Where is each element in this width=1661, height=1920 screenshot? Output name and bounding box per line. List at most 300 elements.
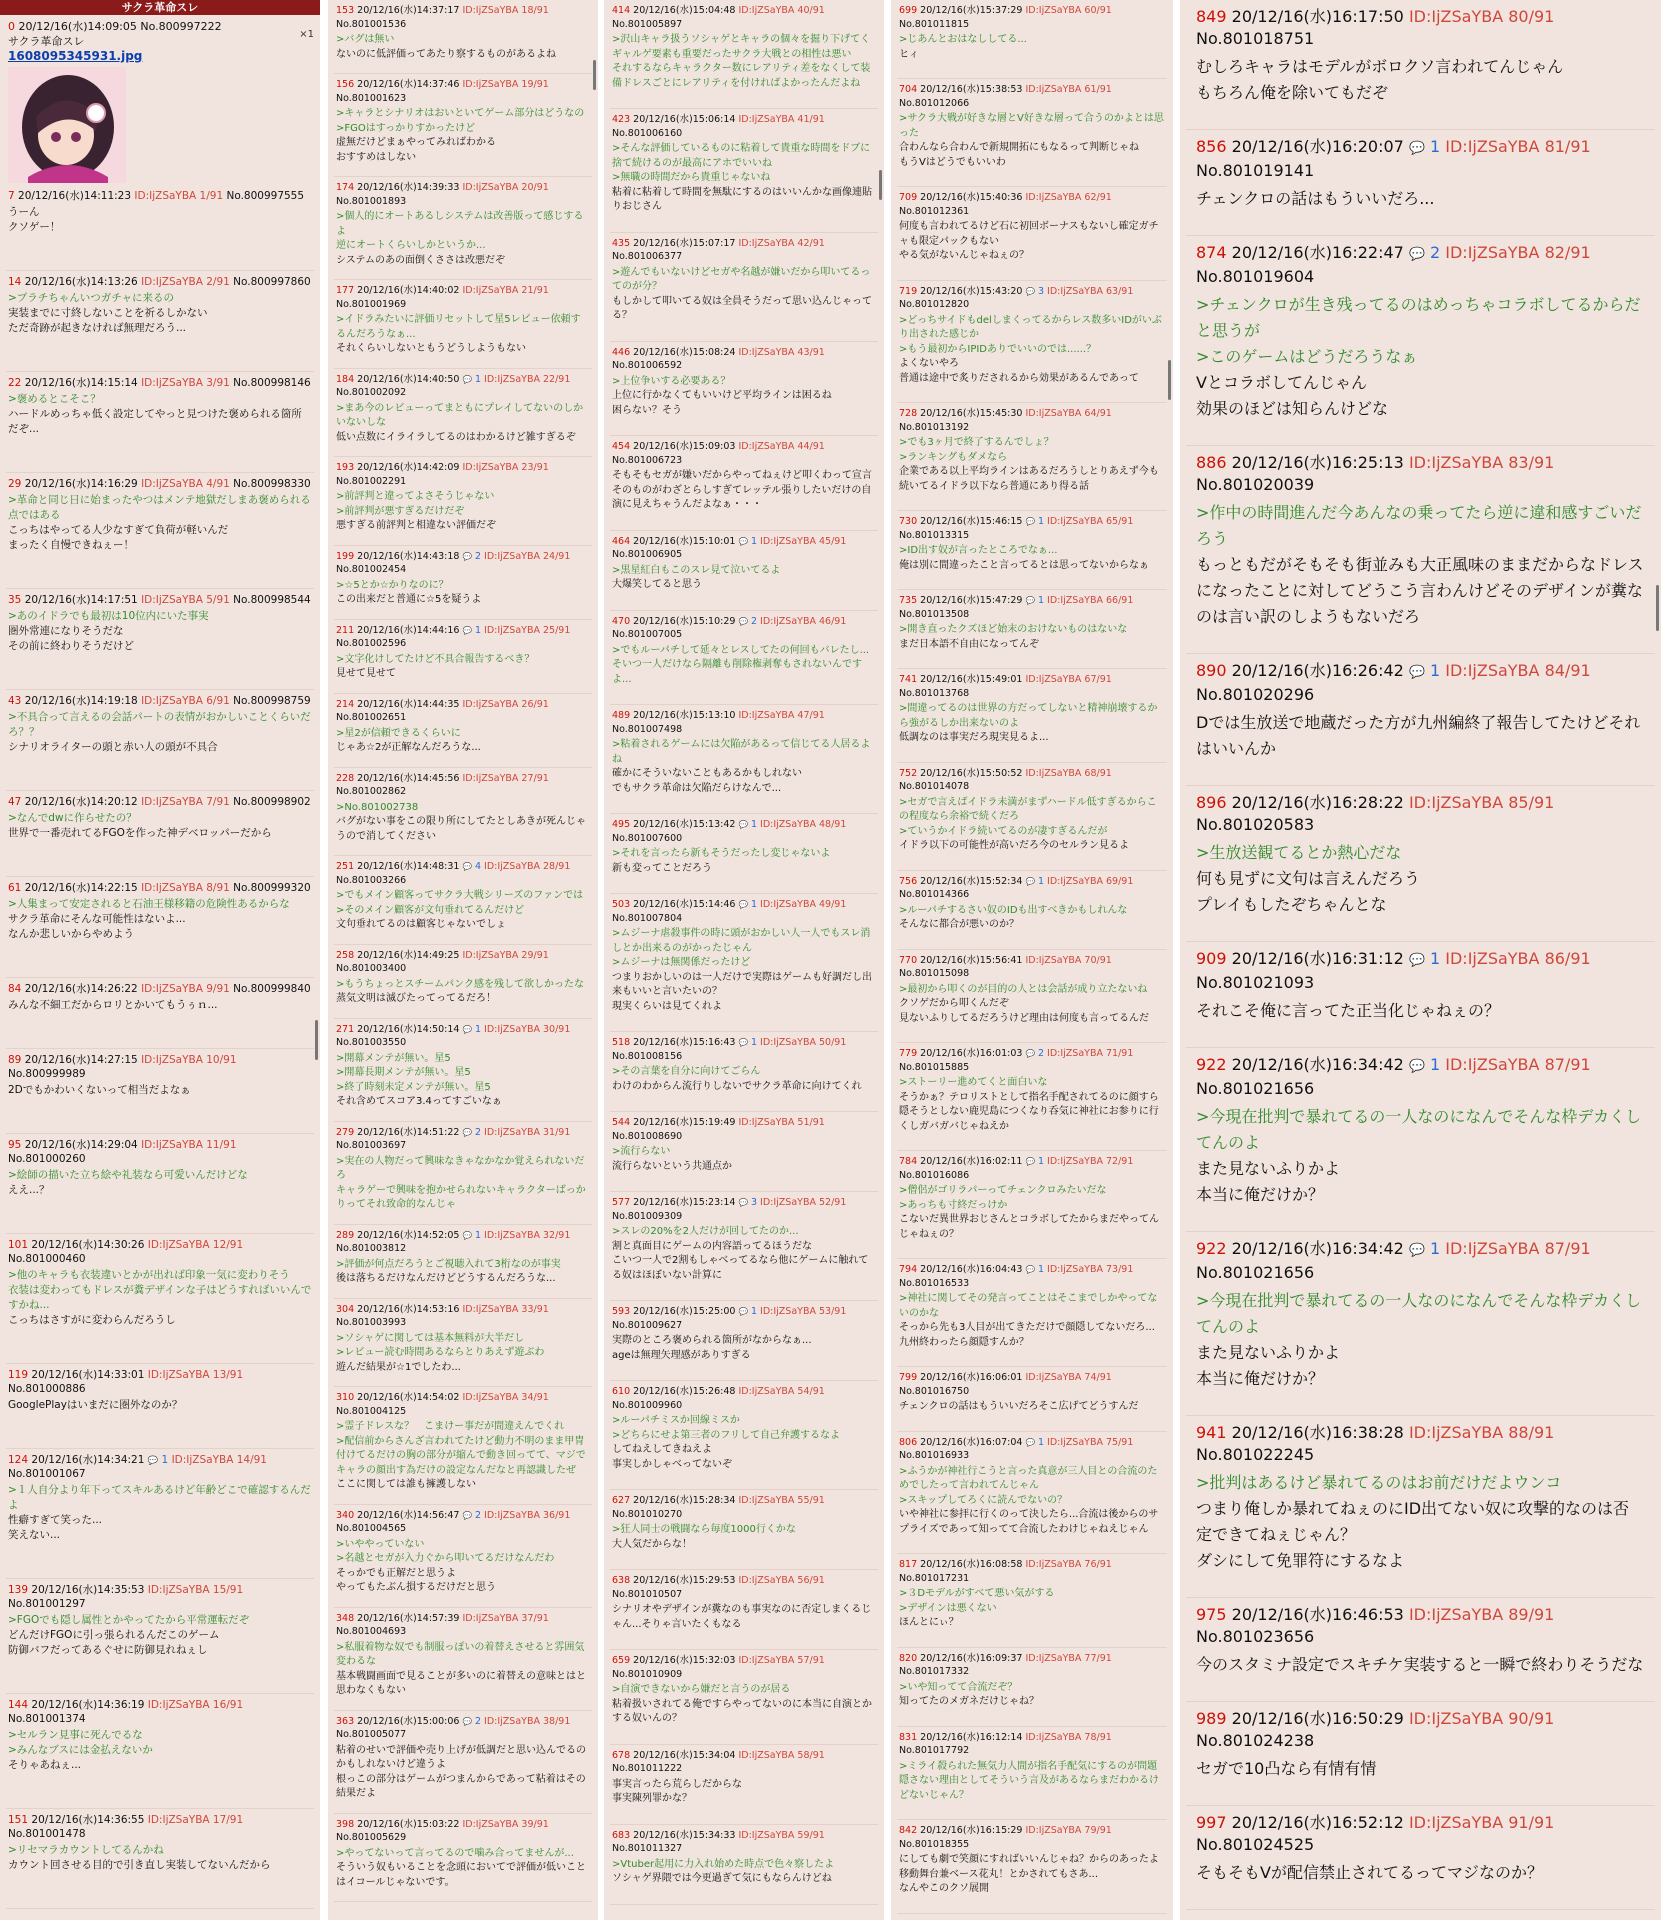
post-no[interactable]: No.800998902 [233,796,311,808]
post-no[interactable]: No.800999840 [233,983,311,995]
post-no[interactable]: No.801020039 [1196,475,1315,494]
post-number[interactable]: 709 [899,192,918,203]
post-number[interactable]: 874 [1196,243,1227,262]
reply-count[interactable] [738,536,757,547]
reply-count[interactable] [148,1454,168,1466]
post-no[interactable]: No.801003400 [336,963,407,974]
reply-count[interactable] [1409,137,1440,156]
column-2[interactable] [328,0,598,1920]
post-no[interactable]: No.801002862 [336,786,407,797]
poster-id[interactable]: ID:IjZSaYBA 43/91 [738,346,825,358]
poster-id[interactable]: ID:IjZSaYBA 62/91 [1025,192,1112,203]
post-no[interactable]: No.801010507 [612,1588,683,1600]
post-no[interactable]: No.801007498 [612,723,683,735]
post-no[interactable]: No.801008690 [612,1130,683,1142]
post-number[interactable]: 659 [612,1655,631,1666]
column-4[interactable] [891,0,1173,1920]
post-no[interactable]: No.801021093 [1196,973,1315,992]
post-no[interactable]: No.801017231 [899,1572,970,1584]
image-filename-link[interactable]: 1608095345931.jpg [8,49,143,63]
post-number[interactable]: 820 [899,1652,918,1664]
post-no[interactable]: No.801002291 [336,475,407,487]
post-number[interactable]: 43 [8,695,22,707]
poster-id[interactable]: ID:IjZSaYBA 29/91 [462,949,549,961]
post-number[interactable]: 211 [336,624,355,636]
post-no[interactable]: No.801011327 [612,1843,683,1854]
reply-count[interactable] [1025,1264,1044,1275]
poster-id[interactable]: ID:IjZSaYBA 46/91 [760,615,847,627]
poster-id[interactable]: ID:IjZSaYBA 38/91 [484,1715,571,1727]
post-number[interactable]: 454 [612,441,631,452]
post-no[interactable]: No.801006905 [612,549,683,560]
reply-count[interactable] [1025,1437,1044,1448]
poster-id[interactable]: ID:IjZSaYBA 36/91 [484,1509,571,1521]
post-number[interactable]: 610 [612,1386,631,1397]
post-number[interactable]: 886 [1196,453,1227,472]
post-number[interactable]: 228 [336,772,355,784]
poster-id[interactable]: ID:IjZSaYBA 59/91 [738,1829,825,1841]
post-number[interactable]: 156 [336,79,355,90]
post-no[interactable]: No.801016933 [899,1450,970,1461]
poster-id[interactable]: ID:IjZSaYBA 41/91 [738,114,825,125]
post-no[interactable]: No.801018355 [899,1838,970,1850]
post-number[interactable]: 84 [8,983,22,995]
scrollbar[interactable] [1656,585,1659,631]
post-number[interactable]: 193 [336,462,355,473]
reply-count[interactable] [1409,661,1440,680]
poster-id[interactable]: ID:IjZSaYBA 47/91 [738,710,825,721]
post-number[interactable]: 678 [612,1749,631,1761]
post-no[interactable]: No.801009960 [612,1399,683,1411]
poster-id[interactable]: ID:IjZSaYBA 26/91 [462,698,549,710]
post-number[interactable]: 153 [336,5,355,16]
post-number[interactable]: 144 [8,1699,29,1711]
post-number[interactable]: 544 [612,1117,631,1128]
poster-id[interactable]: ID:IjZSaYBA 27/91 [462,772,549,784]
post-number[interactable]: 101 [8,1239,29,1251]
post-no[interactable]: No.801012361 [899,205,970,217]
post-no[interactable]: No.801005077 [336,1729,407,1740]
post-number[interactable]: 756 [899,875,918,887]
poster-id[interactable]: ID:IjZSaYBA 23/91 [462,462,549,473]
post-no[interactable]: No.801011815 [899,18,970,30]
post-no[interactable]: No.801024238 [1196,1731,1315,1750]
poster-id[interactable]: ID:IjZSaYBA 53/91 [760,1306,847,1317]
post-number[interactable]: 363 [336,1715,355,1727]
thumbnail-image[interactable] [8,67,126,183]
post-no[interactable]: No.801001478 [8,1828,86,1840]
poster-id[interactable]: ID:IjZSaYBA 64/91 [1025,408,1112,419]
post-no[interactable]: No.801016533 [899,1277,970,1289]
poster-id[interactable]: ID:IjZSaYBA 32/91 [484,1229,571,1241]
post-number[interactable]: 922 [1196,1055,1227,1074]
post-no[interactable]: No.801000886 [8,1383,86,1395]
post-number[interactable]: 184 [336,373,355,385]
poster-id[interactable]: ID:IjZSaYBA 3/91 [141,377,230,389]
post-number[interactable]: 279 [336,1126,355,1138]
post-number[interactable]: 922 [1196,1239,1227,1258]
reply-count[interactable] [1025,1048,1044,1059]
post-no[interactable]: No.800998330 [233,478,311,490]
post-no[interactable]: No.801000260 [8,1153,86,1165]
poster-id[interactable]: ID:IjZSaYBA 1/91 [134,190,224,202]
poster-id[interactable]: ID:IjZSaYBA 30/91 [484,1023,571,1035]
post-number[interactable]: 741 [899,674,918,685]
post-no[interactable]: No.801006723 [612,454,683,466]
post-number[interactable]: 177 [336,285,355,296]
reply-count[interactable] [462,1024,481,1035]
post-number[interactable]: 271 [336,1023,355,1035]
post-no[interactable]: No.800998544 [233,594,311,606]
post-no[interactable]: No.801004125 [336,1405,407,1417]
post-no[interactable]: No.801017792 [899,1745,970,1756]
post-no[interactable]: No.801016086 [899,1169,970,1181]
post-no[interactable]: No.801001297 [8,1598,86,1610]
post-number[interactable]: 849 [1196,7,1227,26]
post-number[interactable]: 251 [336,861,355,872]
poster-id[interactable]: ID:IjZSaYBA 37/91 [462,1612,549,1624]
reply-count[interactable] [738,819,757,830]
post-number[interactable]: 470 [612,615,631,627]
poster-id[interactable]: ID:IjZSaYBA 15/91 [147,1584,244,1596]
poster-id[interactable]: ID:IjZSaYBA 86/91 [1445,949,1591,968]
reply-count[interactable] [462,1127,481,1138]
post-number[interactable]: 799 [899,1372,918,1383]
post-no[interactable]: No.801001374 [8,1713,86,1725]
post-number[interactable]: 14 [8,276,22,288]
post-number[interactable]: 304 [336,1303,355,1315]
poster-id[interactable]: ID:IjZSaYBA 84/91 [1445,661,1591,680]
poster-id[interactable]: ID:IjZSaYBA 51/91 [738,1117,825,1128]
reply-count[interactable] [462,374,481,385]
poster-id[interactable]: ID:IjZSaYBA 10/91 [141,1054,237,1066]
poster-id[interactable]: ID:IjZSaYBA 12/91 [147,1239,244,1251]
post-no[interactable]: No.801023656 [1196,1627,1315,1646]
post-no[interactable]: No.801002651 [336,712,407,723]
poster-id[interactable]: ID:IjZSaYBA 70/91 [1025,954,1112,966]
poster-id[interactable]: ID:IjZSaYBA 65/91 [1047,516,1134,527]
poster-id[interactable]: ID:IjZSaYBA 20/91 [462,182,549,193]
post-number[interactable]: 941 [1196,1423,1227,1442]
post-number[interactable]: 119 [8,1369,29,1381]
poster-id[interactable]: ID:IjZSaYBA 87/91 [1445,1239,1591,1258]
poster-id[interactable]: ID:IjZSaYBA 90/91 [1408,1709,1555,1728]
post-number[interactable]: 35 [8,594,22,606]
column-1[interactable] [0,0,320,1920]
post-no[interactable]: No.801003812 [336,1243,407,1254]
post-number[interactable]: 124 [8,1454,29,1466]
post-number[interactable]: 61 [8,882,22,894]
post-number[interactable]: 975 [1196,1605,1227,1624]
scrollbar[interactable] [879,170,882,200]
post-number[interactable]: 577 [612,1197,631,1208]
post-no[interactable]: No.801021656 [1196,1263,1315,1282]
reply-count[interactable] [738,616,757,627]
post-no[interactable]: No.801003266 [336,874,407,886]
reply-count[interactable] [1025,595,1044,606]
post-number[interactable]: 683 [612,1829,631,1841]
post-number[interactable]: 794 [899,1264,918,1275]
post-number[interactable]: 752 [899,767,918,779]
post-number[interactable]: 719 [899,285,918,297]
poster-id[interactable]: ID:IjZSaYBA 74/91 [1025,1372,1112,1383]
post-number[interactable]: 806 [899,1436,918,1448]
reply-count[interactable] [462,861,481,872]
post-no[interactable]: No.801019604 [1196,267,1315,286]
post-number[interactable]: 258 [336,949,355,961]
post-no[interactable]: No.801010909 [612,1668,683,1680]
scrollbar[interactable] [1168,360,1171,400]
post-number[interactable]: 7 [8,190,15,202]
poster-id[interactable]: ID:IjZSaYBA 61/91 [1025,84,1112,95]
reply-count[interactable] [462,1716,481,1727]
poster-id[interactable]: ID:IjZSaYBA 66/91 [1047,595,1134,606]
post-number[interactable]: 348 [336,1612,355,1624]
post-no[interactable]: No.801022245 [1196,1445,1315,1464]
post-number[interactable]: 735 [899,595,918,606]
post-number[interactable]: 435 [612,237,631,249]
poster-id[interactable]: ID:IjZSaYBA 28/91 [484,861,571,872]
post-number[interactable]: 29 [8,478,22,490]
poster-id[interactable]: ID:IjZSaYBA 63/91 [1047,285,1134,297]
post-number[interactable]: 784 [899,1156,918,1167]
post-number[interactable]: 22 [8,377,22,389]
post-no[interactable]: No.801001893 [336,195,407,207]
poster-id[interactable]: ID:IjZSaYBA 58/91 [738,1749,825,1761]
poster-id[interactable]: ID:IjZSaYBA 25/91 [484,624,571,636]
post-no[interactable]: No.801006377 [612,251,683,262]
poster-id[interactable]: ID:IjZSaYBA 22/91 [484,373,571,385]
reply-count[interactable] [1409,949,1440,968]
post-number[interactable]: 909 [1196,949,1227,968]
post-no[interactable]: No.801012820 [899,299,970,310]
post-number[interactable]: 174 [336,182,355,193]
post-no[interactable]: No.801021656 [1196,1079,1315,1098]
poster-id[interactable]: ID:IjZSaYBA 87/91 [1445,1055,1591,1074]
reply-count[interactable] [1025,1156,1044,1167]
poster-id[interactable]: ID:IjZSaYBA 17/91 [147,1814,244,1826]
column-3[interactable] [604,0,884,1920]
reply-count[interactable] [738,1306,757,1317]
post-no[interactable]: No.801006160 [612,127,683,139]
poster-id[interactable]: ID:IjZSaYBA 83/91 [1408,453,1555,472]
poster-id[interactable]: ID:IjZSaYBA 85/91 [1408,793,1555,812]
post-number[interactable]: 896 [1196,793,1227,812]
poster-id[interactable]: ID:IjZSaYBA 44/91 [738,441,825,452]
post-no[interactable]: No.801005897 [612,18,683,30]
post-no[interactable]: No.801009309 [612,1210,683,1222]
post-number[interactable]: 214 [336,698,355,710]
poster-id[interactable]: ID:IjZSaYBA 80/91 [1408,7,1555,26]
post-number[interactable]: 47 [8,796,22,808]
post-no[interactable]: No.801012066 [899,97,970,109]
post-no[interactable]: No.801002596 [336,638,407,649]
poster-id[interactable]: ID:IjZSaYBA 8/91 [141,882,230,894]
post-no[interactable]: No.801008156 [612,1050,683,1062]
post-no[interactable]: No.801005629 [336,1832,407,1843]
post-number[interactable]: 518 [612,1037,631,1048]
poster-id[interactable]: ID:IjZSaYBA 13/91 [147,1369,244,1381]
post-no[interactable]: No.801004565 [336,1523,407,1534]
post-no[interactable]: No.801018751 [1196,29,1315,48]
post-number[interactable]: 831 [899,1731,918,1743]
post-number[interactable]: 495 [612,819,631,830]
post-no[interactable]: No.801003993 [336,1317,407,1328]
poster-id[interactable]: ID:IjZSaYBA 72/91 [1047,1156,1134,1167]
post-number[interactable]: 770 [899,954,918,966]
poster-id[interactable]: ID:IjZSaYBA 31/91 [484,1126,571,1138]
post-number[interactable]: 593 [612,1306,631,1317]
post-no[interactable]: No.801001536 [336,18,407,30]
poster-id[interactable]: ID:IjZSaYBA 76/91 [1025,1559,1112,1570]
post-number[interactable]: 699 [899,5,918,16]
column-5[interactable] [1180,0,1661,1920]
poster-id[interactable]: ID:IjZSaYBA 55/91 [738,1495,825,1506]
post-number[interactable]: 817 [899,1559,918,1570]
poster-id[interactable]: ID:IjZSaYBA 73/91 [1047,1264,1134,1275]
post-number[interactable]: 398 [336,1818,355,1830]
post-no[interactable]: No.801014366 [899,889,970,900]
post-no[interactable]: No.801002454 [336,564,407,575]
post-no[interactable]: No.801010270 [612,1508,683,1520]
post-no[interactable]: No.801013315 [899,529,970,541]
post-no[interactable]: No.801003697 [336,1140,407,1151]
poster-id[interactable]: ID:IjZSaYBA 57/91 [738,1655,825,1666]
reply-count[interactable] [1025,876,1044,887]
reply-count[interactable] [462,551,481,562]
post-number[interactable]: 997 [1196,1813,1227,1832]
poster-id[interactable]: ID:IjZSaYBA 50/91 [760,1037,847,1048]
post-no[interactable]: No.801016750 [899,1385,970,1397]
reply-count[interactable] [738,899,757,910]
poster-id[interactable]: ID:IjZSaYBA 39/91 [462,1818,549,1830]
post-no[interactable]: No.801007005 [612,629,683,640]
poster-id[interactable]: ID:IjZSaYBA 71/91 [1047,1048,1134,1059]
post-no[interactable]: No.801011222 [612,1763,683,1774]
post-number[interactable]: 704 [899,84,918,95]
post-number[interactable]: 423 [612,114,631,125]
post-no[interactable]: No.801020583 [1196,815,1315,834]
post-no[interactable]: No.801001969 [336,298,407,310]
reply-count[interactable] [738,1037,757,1048]
poster-id[interactable]: ID:IjZSaYBA 7/91 [141,796,230,808]
poster-id[interactable]: ID:IjZSaYBA 6/91 [141,695,230,707]
poster-id[interactable]: ID:IjZSaYBA 24/91 [484,550,571,562]
post-no[interactable]: No.800999320 [233,882,311,894]
scrollbar[interactable] [315,1020,318,1060]
poster-id[interactable]: ID:IjZSaYBA 2/91 [141,276,230,288]
poster-id[interactable]: ID:IjZSaYBA 4/91 [141,478,230,490]
post-no[interactable]: No.801015098 [899,968,970,979]
post-no[interactable]: No.801019141 [1196,161,1315,180]
post-number[interactable]: 139 [8,1584,29,1596]
reply-count[interactable] [462,1230,481,1241]
poster-id[interactable]: ID:IjZSaYBA 79/91 [1025,1825,1112,1836]
poster-id[interactable]: ID:IjZSaYBA 40/91 [738,5,825,16]
post-no[interactable]: No.800997860 [233,276,311,288]
reply-count[interactable] [1025,516,1044,527]
reply-count[interactable] [1025,286,1044,297]
post-number[interactable]: 842 [899,1825,918,1836]
poster-id[interactable]: ID:IjZSaYBA 19/91 [462,79,549,90]
poster-id[interactable]: ID:IjZSaYBA 45/91 [760,535,847,547]
reply-count[interactable] [462,625,481,636]
scrollbar[interactable] [593,60,596,90]
post-number[interactable]: 310 [336,1392,355,1403]
poster-id[interactable]: ID:IjZSaYBA 16/91 [147,1699,244,1711]
reply-count[interactable] [738,1197,757,1208]
post-number[interactable]: 95 [8,1139,22,1151]
reply-count[interactable] [462,1510,481,1521]
poster-id[interactable]: ID:IjZSaYBA 49/91 [760,899,847,910]
post-no[interactable]: No.800999989 [8,1068,86,1080]
poster-id[interactable]: ID:IjZSaYBA 34/91 [462,1392,549,1403]
post-number[interactable]: 414 [612,5,631,16]
post-no[interactable]: No.801015885 [899,1061,970,1073]
poster-id[interactable]: ID:IjZSaYBA 78/91 [1025,1731,1112,1743]
post-number[interactable]: 638 [612,1575,631,1586]
post-number[interactable]: 989 [1196,1709,1227,1728]
post-no[interactable]: No.801007600 [612,832,683,844]
post-number[interactable]: 464 [612,535,631,547]
post-no[interactable]: No.801004693 [336,1626,407,1637]
post-number[interactable]: 289 [336,1229,355,1241]
post-no[interactable]: No.801024525 [1196,1835,1315,1854]
post-no[interactable]: No.801003550 [336,1037,407,1048]
post-number[interactable]: 779 [899,1048,918,1059]
post-no[interactable]: No.801002092 [336,387,407,398]
post-number[interactable]: 627 [612,1495,631,1506]
post-no[interactable]: No.801013192 [899,421,970,433]
post-number[interactable]: 856 [1196,137,1227,156]
post-no[interactable]: No.801017332 [899,1666,970,1677]
poster-id[interactable]: ID:IjZSaYBA 91/91 [1408,1813,1555,1832]
poster-id[interactable]: ID:IjZSaYBA 18/91 [462,5,549,16]
post-number[interactable]: 446 [612,346,631,358]
poster-id[interactable]: ID:IjZSaYBA 11/91 [141,1139,237,1151]
poster-id[interactable]: ID:IjZSaYBA 54/91 [738,1386,825,1397]
post-no[interactable]: No.801020296 [1196,685,1315,704]
reply-count[interactable] [1409,243,1440,262]
post-no[interactable]: No.800998146 [233,377,311,389]
post-number[interactable]: 89 [8,1054,22,1066]
post-no[interactable]: No.801013508 [899,608,970,620]
post-no[interactable]: No.800997555 [226,190,305,202]
post-number[interactable]: 489 [612,710,631,721]
poster-id[interactable]: ID:IjZSaYBA 88/91 [1408,1423,1555,1442]
poster-id[interactable]: ID:IjZSaYBA 82/91 [1445,243,1591,262]
poster-id[interactable]: ID:IjZSaYBA 52/91 [760,1197,847,1208]
poster-id[interactable]: ID:IjZSaYBA 69/91 [1047,875,1134,887]
poster-id[interactable]: ID:IjZSaYBA 5/91 [141,594,230,606]
poster-id[interactable]: ID:IjZSaYBA 89/91 [1408,1605,1555,1624]
post-no[interactable]: No.801006592 [612,360,683,371]
post-number[interactable]: 151 [8,1814,29,1826]
post-no[interactable]: No.801009627 [612,1319,683,1331]
post-number[interactable]: 340 [336,1509,355,1521]
poster-id[interactable]: ID:IjZSaYBA 67/91 [1025,674,1112,685]
post-no[interactable]: No.801001623 [336,92,407,104]
post-no[interactable]: No.801000460 [8,1253,86,1265]
post-no[interactable]: No.801014078 [899,781,970,792]
post-no[interactable]: No.801001067 [8,1468,86,1480]
poster-id[interactable]: ID:IjZSaYBA 33/91 [462,1303,549,1315]
post-number[interactable]: 503 [612,899,631,910]
poster-id[interactable]: ID:IjZSaYBA 56/91 [738,1575,825,1586]
post-no[interactable]: No.800998759 [233,695,311,707]
post-number[interactable]: 730 [899,516,918,527]
poster-id[interactable]: ID:IjZSaYBA 9/91 [141,983,230,995]
